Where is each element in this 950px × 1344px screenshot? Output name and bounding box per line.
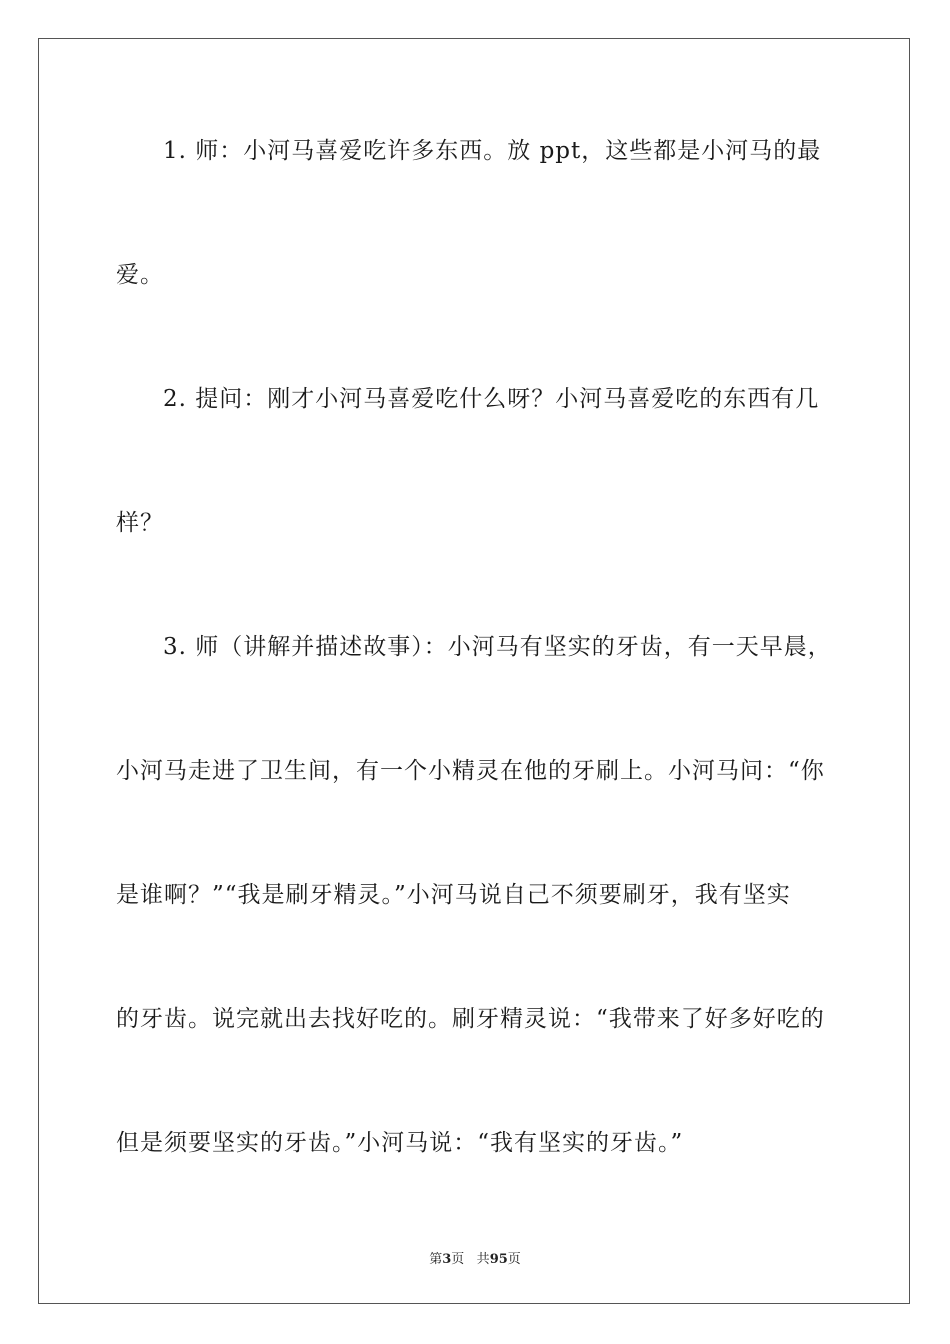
- total-page-count: 95: [489, 1252, 508, 1267]
- page-prefix: 第: [429, 1252, 443, 1267]
- paragraph-2-line-1: 2. 提问：刚才小河马喜爱吃什么呀？小河马喜爱吃的东西有几: [163, 386, 820, 412]
- page-border: [38, 38, 910, 1304]
- total-suffix: 页: [507, 1252, 521, 1267]
- paragraph-2-line-2: 样？: [116, 510, 164, 536]
- paragraph-3-line-1: 3. 师（讲解并描述故事）：小河马有坚实的牙齿，有一天早晨，: [163, 634, 832, 660]
- paragraph-3-line-2: 小河马走进了卫生间，有一个小精灵在他的牙刷上。小河马问：“你: [116, 758, 825, 784]
- paragraph-1-line-1: 1. 师：小河马喜爱吃许多东西。放 ppt，这些都是小河马的最: [163, 138, 822, 164]
- paragraph-1-line-2: 爱。: [116, 262, 164, 288]
- total-prefix: 共: [476, 1252, 490, 1267]
- paragraph-3-line-5: 但是须要坚实的牙齿。”小河马说：“我有坚实的牙齿。”: [116, 1130, 684, 1156]
- page-footer: [0, 1248, 950, 1267]
- current-page-number: 3: [442, 1252, 452, 1267]
- paragraph-3-line-4: 的牙齿。说完就出去找好吃的。刷牙精灵说：“我带来了好多好吃的: [116, 1006, 825, 1032]
- paragraph-3-line-3: 是谁啊？”“我是刷牙精灵。”小河马说自己不须要刷牙，我有坚实: [116, 882, 791, 908]
- page-suffix: 页: [451, 1252, 465, 1267]
